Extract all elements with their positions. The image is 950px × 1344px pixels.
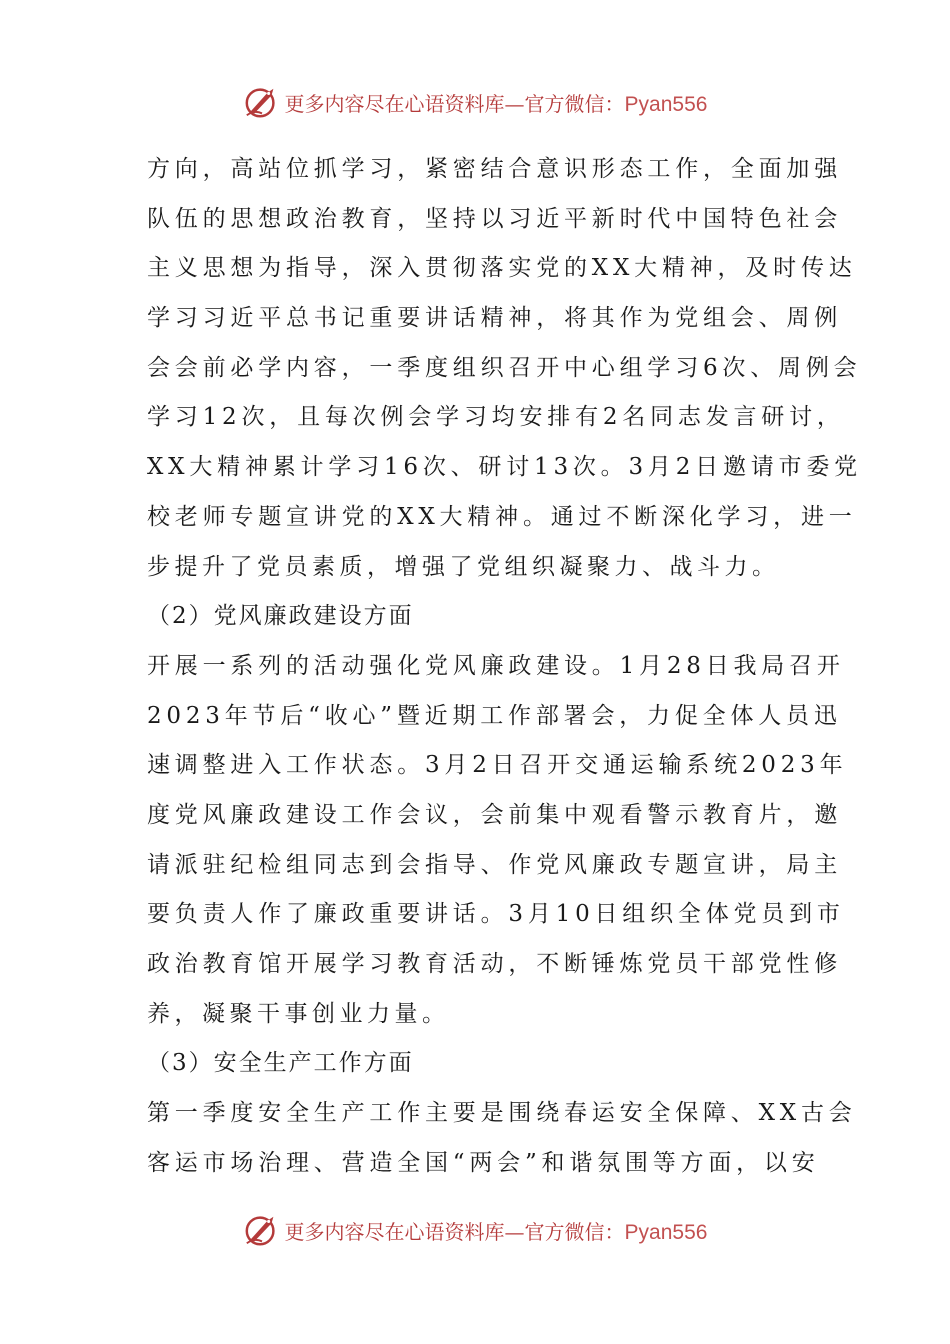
section-heading: （2）党风廉政建设方面 xyxy=(147,603,414,630)
body-line: XX大精神累计学习16次、研讨13次。3月2日邀请市委党 xyxy=(147,454,862,481)
body-line: 步提升了党员素质，增强了党组织凝聚力、战斗力。 xyxy=(147,553,780,580)
body-line: 要负责人作了廉政重要讲话。3月10日组织全体党员到市 xyxy=(147,901,845,928)
body-line: 第一季度安全生产工作主要是围绕春运安全保障、XX古会 xyxy=(147,1100,857,1127)
header-banner xyxy=(0,80,950,124)
footer-account: Pyan556 xyxy=(624,1220,708,1244)
body-line: 度党风廉政建设工作会议，会前集中观看警示教育片，邀 xyxy=(147,801,842,828)
pen-nib-circle-icon xyxy=(243,83,281,121)
body-line: 客运市场治理、营造全国“两会”和谐氛围等方面，以安 xyxy=(147,1149,820,1176)
section-heading: （3）安全生产工作方面 xyxy=(147,1050,414,1077)
header-text: 更多内容尽在心语资料库—官方微信： xyxy=(284,91,625,116)
body-line: 2023年节后“收心”暨近期工作部署会，力促全体人员迅 xyxy=(147,702,842,729)
body-line: 政治教育馆开展学习教育活动，不断锤炼党员干部党性修 xyxy=(147,951,842,977)
body-line: 请派驻纪检组同志到会指导、作党风廉政专题宣讲，局主 xyxy=(147,851,842,878)
document-body xyxy=(147,145,862,1188)
body-line: 队伍的思想政治教育，坚持以习近平新时代中国特色社会 xyxy=(147,205,842,232)
pen-nib-circle-icon xyxy=(243,1211,281,1249)
header-account: Pyan556 xyxy=(624,92,708,116)
body-line: 主义思想为指导，深入贯彻落实党的XX大精神，及时传达 xyxy=(147,255,857,282)
body-line: 校老师专题宣讲党的XX大精神。通过不断深化学习，进一 xyxy=(147,503,857,530)
footer-banner xyxy=(0,1208,950,1252)
body-line: 方向，高站位抓学习，紧密结合意识形态工作，全面加强 xyxy=(147,156,842,182)
footer-text: 更多内容尽在心语资料库—官方微信： xyxy=(284,1219,625,1244)
body-line: 开展一系列的活动强化党风廉政建设。1月28日我局召开 xyxy=(147,652,845,679)
body-line: 养，凝聚干事创业力量。 xyxy=(147,1000,450,1027)
body-line: 速调整进入工作状态。3月2日召开交通运输系统2023年 xyxy=(147,752,848,779)
header-banner-text xyxy=(285,88,708,117)
footer-banner-text xyxy=(285,1216,708,1245)
body-line: 学习12次，且每次例会学习均安排有2名同志发言研讨， xyxy=(147,404,845,431)
body-line: 学习习近平总书记重要讲话精神，将其作为党组会、周例 xyxy=(147,305,842,332)
body-line: 会会前必学内容，一季度组织召开中心组学习6次、周例会 xyxy=(147,354,862,381)
